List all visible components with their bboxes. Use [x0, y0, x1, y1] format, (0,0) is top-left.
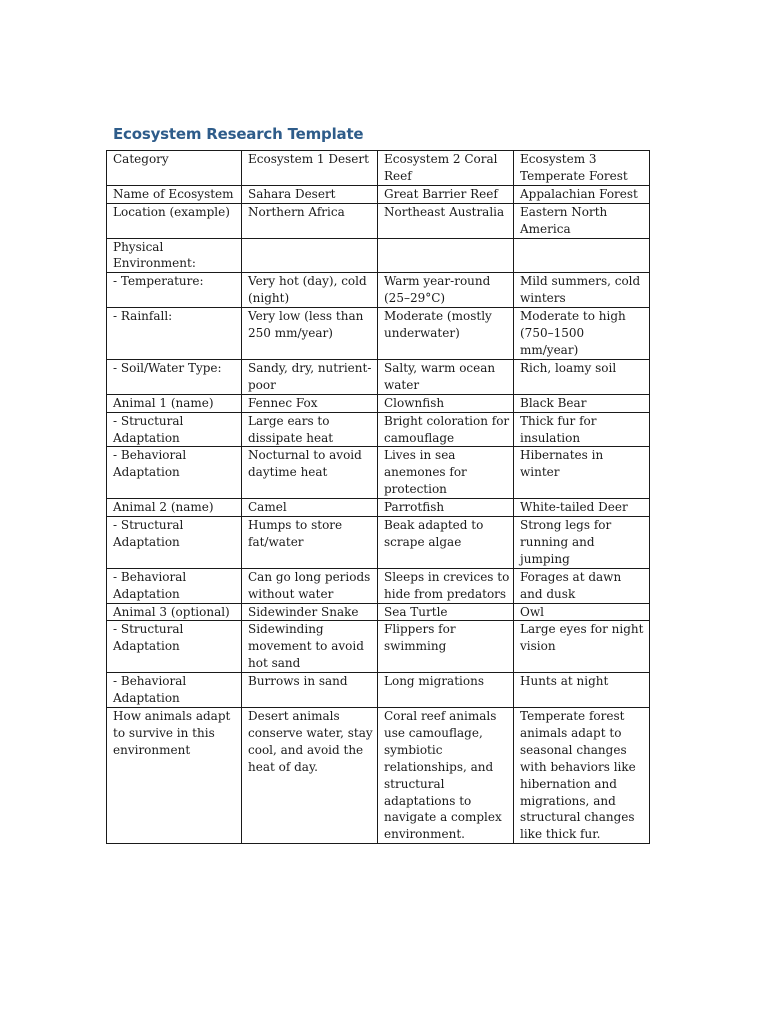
table-row: [107, 673, 650, 708]
table-row: [107, 568, 650, 603]
category-cell: Animal 1 (name): [107, 394, 242, 412]
category-cell: - Behavioral Adaptation: [107, 447, 242, 499]
ecosystem-3-cell: Hunts at night: [514, 673, 650, 708]
ecosystem-1-cell: Nocturnal to avoid daytime heat: [242, 447, 378, 499]
ecosystem-2-cell: Bright coloration for camouflage: [378, 412, 514, 447]
ecosystem-1-cell: Sidewinder Snake: [242, 603, 378, 621]
table-row: [107, 359, 650, 394]
table-row: [107, 708, 650, 844]
ecosystem-1-cell: Humps to store fat/water: [242, 517, 378, 569]
table-header-row: [107, 151, 650, 186]
table-row: [107, 185, 650, 203]
header-cell-ecosystem-2: Ecosystem 2 Coral Reef: [378, 151, 514, 186]
ecosystem-1-cell: Burrows in sand: [242, 673, 378, 708]
category-cell: Name of Ecosystem: [107, 185, 242, 203]
ecosystem-2-cell: Beak adapted to scrape algae: [378, 517, 514, 569]
ecosystem-3-cell: Hibernates in winter: [514, 447, 650, 499]
ecosystem-1-cell: [242, 238, 378, 273]
table-row: [107, 621, 650, 673]
table-row: [107, 238, 650, 273]
table-row: [107, 603, 650, 621]
ecosystem-2-cell: Warm year-round (25–29°C): [378, 273, 514, 308]
ecosystem-3-cell: Moderate to high (750–1500 mm/year): [514, 308, 650, 360]
document-title: Ecosystem Research Template: [113, 125, 364, 143]
table-body: [107, 151, 650, 844]
ecosystem-3-cell: Appalachian Forest: [514, 185, 650, 203]
ecosystem-2-cell: Clownfish: [378, 394, 514, 412]
category-cell: - Structural Adaptation: [107, 517, 242, 569]
category-cell: Physical Environment:: [107, 238, 242, 273]
ecosystem-3-cell: Temperate forest animals adapt to seasonal changes with behaviors like hibernation and migrations, and structural changes like thick fur.: [514, 708, 650, 844]
ecosystem-3-cell: [514, 238, 650, 273]
category-cell: - Behavioral Adaptation: [107, 673, 242, 708]
ecosystem-1-cell: Large ears to dissipate heat: [242, 412, 378, 447]
table-row: [107, 273, 650, 308]
ecosystem-1-cell: Sandy, dry, nutrient-poor: [242, 359, 378, 394]
header-cell-ecosystem-1: Ecosystem 1 Desert: [242, 151, 378, 186]
ecosystem-2-cell: Salty, warm ocean water: [378, 359, 514, 394]
ecosystem-3-cell: Black Bear: [514, 394, 650, 412]
ecosystem-3-cell: Strong legs for running and jumping: [514, 517, 650, 569]
table-row: [107, 412, 650, 447]
table-row: [107, 499, 650, 517]
ecosystem-3-cell: Forages at dawn and dusk: [514, 568, 650, 603]
category-cell: Animal 2 (name): [107, 499, 242, 517]
category-cell: - Structural Adaptation: [107, 412, 242, 447]
category-cell: - Temperature:: [107, 273, 242, 308]
ecosystem-3-cell: Eastern North America: [514, 203, 650, 238]
ecosystem-3-cell: White-tailed Deer: [514, 499, 650, 517]
ecosystem-2-cell: Sleeps in crevices to hide from predators: [378, 568, 514, 603]
ecosystem-1-cell: Very hot (day), cold (night): [242, 273, 378, 308]
table-row: [107, 447, 650, 499]
category-cell: Location (example): [107, 203, 242, 238]
ecosystem-2-cell: Great Barrier Reef: [378, 185, 514, 203]
ecosystem-1-cell: Sidewinding movement to avoid hot sand: [242, 621, 378, 673]
ecosystem-3-cell: Mild summers, cold winters: [514, 273, 650, 308]
ecosystem-2-cell: Lives in sea anemones for protection: [378, 447, 514, 499]
ecosystem-2-cell: Parrotfish: [378, 499, 514, 517]
category-cell: Animal 3 (optional): [107, 603, 242, 621]
category-cell: - Behavioral Adaptation: [107, 568, 242, 603]
table-row: [107, 394, 650, 412]
ecosystem-3-cell: Thick fur for insulation: [514, 412, 650, 447]
ecosystem-3-cell: Rich, loamy soil: [514, 359, 650, 394]
category-cell: - Rainfall:: [107, 308, 242, 360]
ecosystem-2-cell: Flippers for swimming: [378, 621, 514, 673]
ecosystem-1-cell: Camel: [242, 499, 378, 517]
ecosystem-1-cell: Desert animals conserve water, stay cool, and avoid the heat of day.: [242, 708, 378, 844]
header-cell-category: Category: [107, 151, 242, 186]
ecosystem-3-cell: Large eyes for night vision: [514, 621, 650, 673]
ecosystem-2-cell: Northeast Australia: [378, 203, 514, 238]
ecosystem-research-table: [106, 150, 650, 844]
ecosystem-2-cell: Moderate (mostly underwater): [378, 308, 514, 360]
ecosystem-1-cell: Very low (less than 250 mm/year): [242, 308, 378, 360]
ecosystem-3-cell: Owl: [514, 603, 650, 621]
header-cell-ecosystem-3: Ecosystem 3 Temperate Forest: [514, 151, 650, 186]
category-cell: - Soil/Water Type:: [107, 359, 242, 394]
ecosystem-2-cell: Sea Turtle: [378, 603, 514, 621]
ecosystem-2-cell: Coral reef animals use camouflage, symbiotic relationships, and structural adaptations to navigate a complex environment.: [378, 708, 514, 844]
ecosystem-1-cell: Can go long periods without water: [242, 568, 378, 603]
ecosystem-2-cell: Long migrations: [378, 673, 514, 708]
ecosystem-1-cell: Northern Africa: [242, 203, 378, 238]
category-cell: - Structural Adaptation: [107, 621, 242, 673]
category-cell: How animals adapt to survive in this environment: [107, 708, 242, 844]
ecosystem-1-cell: Fennec Fox: [242, 394, 378, 412]
ecosystem-2-cell: [378, 238, 514, 273]
table-row: [107, 517, 650, 569]
ecosystem-1-cell: Sahara Desert: [242, 185, 378, 203]
table-row: [107, 308, 650, 360]
table-row: [107, 203, 650, 238]
